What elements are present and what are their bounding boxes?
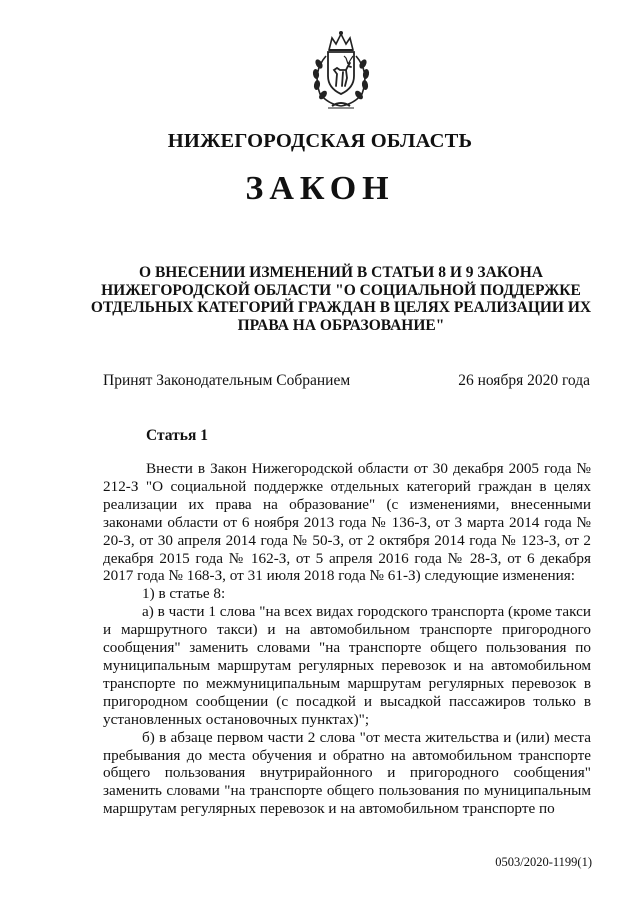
- law-heading: О ВНЕСЕНИИ ИЗМЕНЕНИЙ В СТАТЬИ 8 И 9 ЗАКОНА НИЖЕГОРОДСКОЙ ОБЛАСТИ "О СОЦИАЛЬНОЙ ПОДДЕРЖКЕ ОТДЕЛЬНЫХ КАТЕГОРИЙ ГРАЖДАН В ЦЕЛЯХ РЕАЛИЗАЦИИ ИХ ПРАВА НА ОБРАЗОВАНИЕ": [90, 264, 592, 334]
- region-title: НИЖЕГОРОДСКАЯ ОБЛАСТЬ: [167, 130, 473, 152]
- article-title: Статья 1: [146, 427, 208, 444]
- adopted-by: Принят Законодательным Собранием: [103, 372, 351, 389]
- adopted-date: 26 ноября 2020 года: [458, 372, 590, 389]
- paragraph: б) в абзаце первом части 2 слова "от места жительства и (или) места пребывания до места обучения и обратно на автомобильном транспорте общего пользования внутрирайонного и пригородного сообщения" заменить словами "на транспорте общего пользования по муниципальным маршрутам регулярных перевозок и на автомобильном транспорте по: [103, 728, 591, 818]
- document-type: ЗАКОН: [245, 170, 395, 207]
- paragraph: 1) в статье 8:: [142, 585, 226, 603]
- paragraph: а) в части 1 слова "на всех видах городского транспорта (кроме такси и маршрутного такси) и на автомобильном транспорте пригородного сообщения" заменить словами "на транспорте общего пользования по муниципальным маршрутам регулярных перевозок и на автомобильном транспорте по межмуниципальным маршрутам регулярных перевозок в пригородном сообщении (с посадкой и высадкой пассажиров только в установленных остановочных пунктах)";: [103, 603, 591, 728]
- paragraph: Внести в Закон Нижегородской области от 30 декабря 2005 года № 212-З "О социальной поддержке отдельных категорий граждан в целях реализации их права на образование" (с изменениями, внесенными законами области от 6 ноября 2013 года № 136-З, от 3 марта 2014 года № 20-З, от 30 апреля 2014 года № 50-З, от 2 октября 2014 года № 123-З, от 2 декабря 2015 года № 162-З, от 5 апреля 2016 года № 28-З, от 6 декабря 2017 года № 168-З, от 31 июля 2018 года № 61-З) следующие изменения:: [103, 460, 591, 585]
- document-code: 0503/2020-1199(1): [495, 855, 592, 869]
- article-body: [103, 460, 591, 818]
- coat-of-arms-emblem-icon: [298, 28, 384, 112]
